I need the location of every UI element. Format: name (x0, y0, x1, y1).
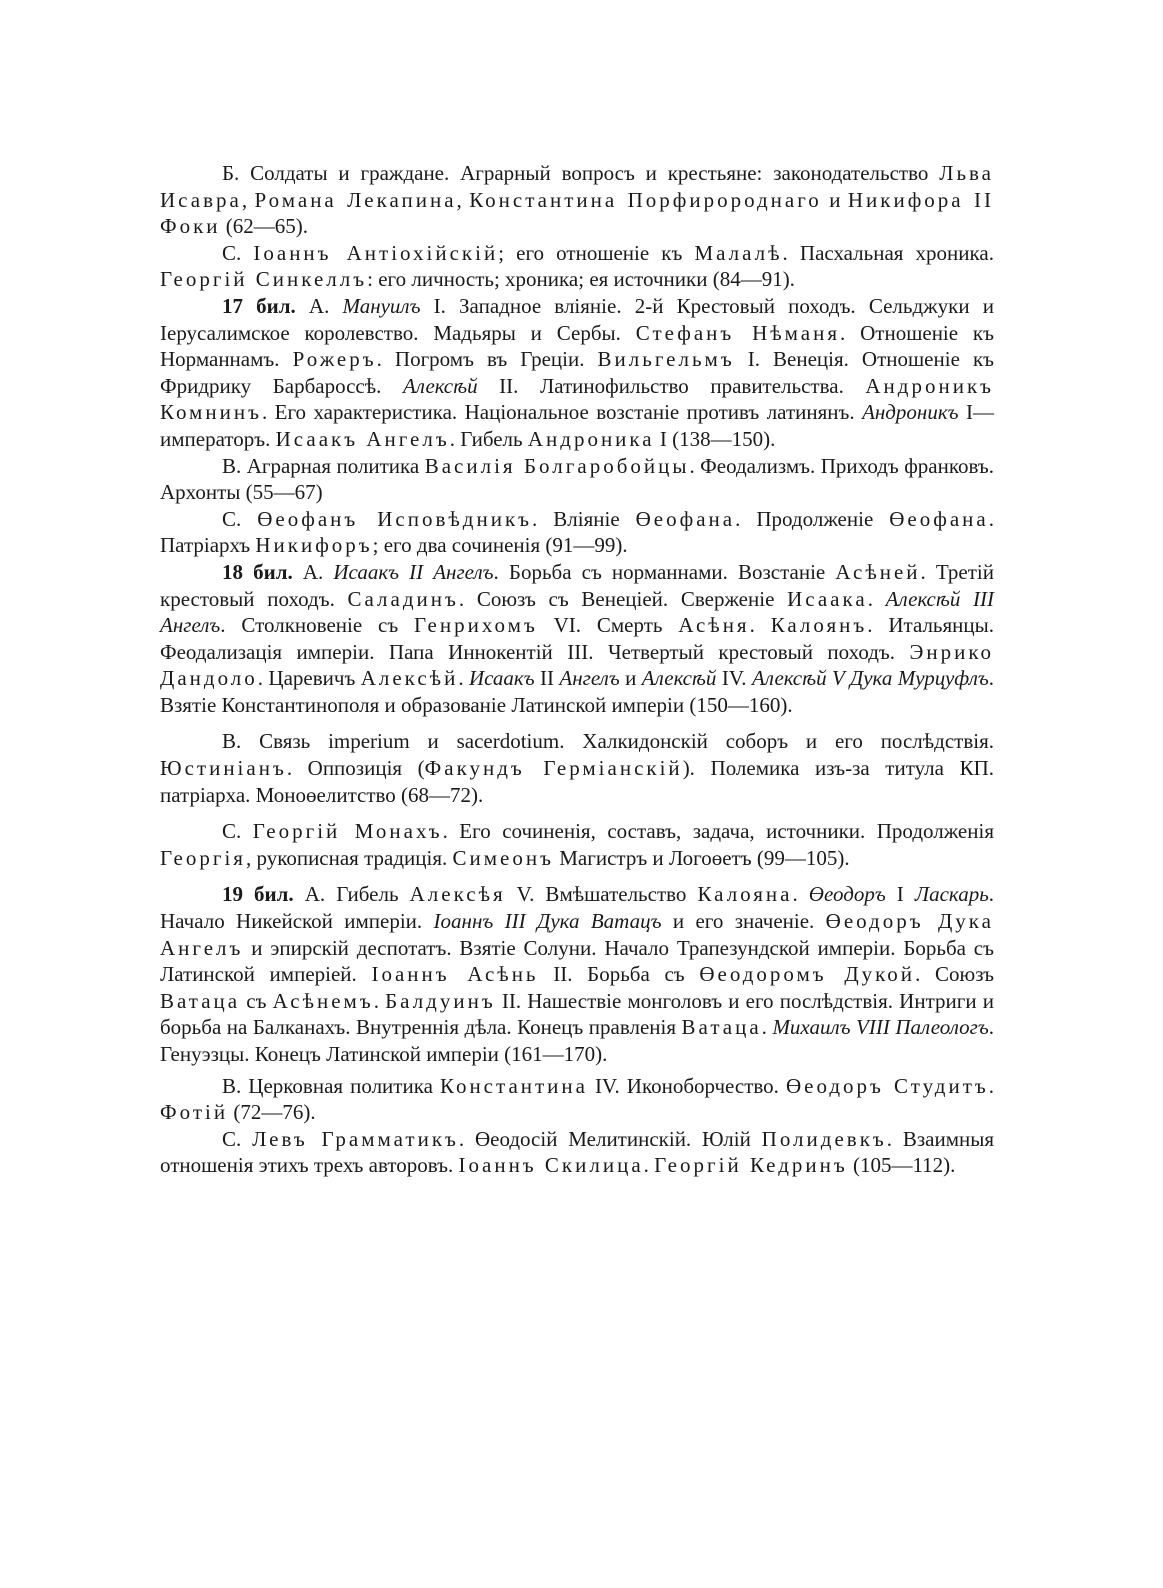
spaced-name: Юстиніанъ (160, 756, 287, 781)
text-run: IV. (716, 666, 752, 691)
spaced-name: Ватаца (681, 1015, 762, 1040)
text-run: А. (292, 559, 334, 584)
italic-name: Алексѣй V Дука Мурцуфлъ (751, 666, 989, 691)
spaced-name: Малалѣ (694, 240, 783, 265)
spaced-name: Іоаннъ Антіохійскій (253, 240, 499, 265)
spaced-name: Балдуинъ (385, 988, 496, 1013)
spaced-name: Өеодоромъ Дукой (699, 962, 916, 987)
text-run: и эпирскій деспотатъ. Взятіе Солуни. Начало Трапезундской имперіи. Борьба съ Латинской имперіей. (160, 935, 994, 987)
spaced-name: Фотій (160, 1100, 229, 1125)
paragraph (160, 559, 994, 719)
text-run: . Его сочиненія, составъ, задача, источники. Продолженія (442, 819, 994, 844)
spaced-name: Андроникъ Комнинъ (160, 373, 995, 425)
text-run: . Начало Никейской имперіи. (160, 882, 995, 934)
spaced-name: Іоаннъ Скилица (458, 1153, 644, 1178)
text-run: II. Нашествіе монголовъ и его послѣдствія. Интриги и борьба на Балканахъ. Внутреннія дѣла. Конецъ правленія (160, 988, 995, 1040)
text-run: С. (222, 506, 258, 531)
text-run: . Союзъ (915, 962, 994, 987)
paragraph (160, 240, 994, 293)
spaced-name: Вильгельмъ (597, 347, 735, 372)
text-run: . Генуэзцы. Конецъ Латинской имперіи (161—170). (160, 1015, 995, 1066)
italic-name: Мануилъ (342, 293, 421, 318)
spaced-name: Өеофана (889, 506, 989, 531)
text-run: . Его характеристика. Національное возстаніе противъ латинянъ. (261, 400, 863, 425)
italic-name: Михаилъ VIII Палеологъ (772, 1015, 989, 1040)
ticket-number: 19 бил. (222, 882, 294, 907)
spaced-name: Георгій Кедринъ (654, 1153, 848, 1178)
spaced-name: Іоаннъ Асѣнь (371, 962, 539, 987)
spaced-name: Исаака (787, 586, 868, 611)
text-run: съ (240, 988, 273, 1013)
text-run: и его значеніе. (661, 909, 826, 934)
italic-name: Ангелъ (559, 666, 620, 691)
text-run: В. Связь imperium и sacerdotium. Халкидонскій соборъ и его послѣдствія. (222, 729, 994, 754)
italic-name: Алексѣй III Ангелъ (160, 586, 995, 638)
spaced-name: Факундъ Герміанскій (424, 756, 683, 781)
text-run: (105—112). (847, 1153, 956, 1178)
spaced-name: Генрихомъ (414, 613, 538, 638)
text-run: Магистръ и Логоөетъ (99—105). (553, 845, 850, 870)
text-run: ; его два сочиненія (91—99). (372, 533, 628, 558)
italic-name: Ласкарь (914, 882, 989, 907)
spaced-name: Полидевкъ (761, 1126, 887, 1151)
paragraph (160, 881, 994, 1067)
text-run: . Итальянцы. Феодализація имперіи. Папа Иннокентій III. Четвертый крестовый походъ. (160, 613, 995, 664)
text-run: . Взаимныя отношенія этихъ трехъ авторовъ. (160, 1126, 994, 1178)
text-run: С. (222, 819, 253, 844)
paragraph (160, 506, 994, 559)
spaced-name: Энрико Дандоло (160, 639, 994, 691)
text-run: V. Вмѣшательство (505, 882, 698, 907)
text-run: . (373, 988, 386, 1013)
text-run: , (241, 187, 255, 212)
spaced-name: Калояна (697, 882, 793, 907)
paragraph (160, 818, 994, 871)
document-page (160, 160, 994, 1179)
text-run: , (456, 187, 470, 212)
text-run: I (885, 882, 915, 907)
text-run: . (643, 1153, 655, 1178)
text-run: , рукописная традиція. (245, 845, 453, 870)
paragraph (160, 1126, 994, 1179)
italic-name: Исаакъ (468, 666, 535, 691)
text-run: . Отношеніе къ Норманнамъ. (160, 320, 994, 372)
spaced-name: Ватаца (160, 988, 241, 1013)
text-run: II. Борьба съ (538, 962, 700, 987)
italic-name: Өеодоръ (808, 882, 886, 907)
text-run: I. Венеція. Отношеніе къ Фридрику Барбароссѣ. (160, 347, 995, 398)
spaced-name: Андроника (527, 426, 655, 451)
spaced-name: Василія Болгаробойцы (424, 453, 690, 478)
paragraph (160, 160, 994, 240)
text-run: . Пасхальная хроника. (782, 240, 994, 265)
italic-name: Алексѣй (641, 666, 717, 691)
spaced-name: Алексѣя (409, 882, 506, 907)
text-run: I (138—150). (654, 426, 776, 451)
spaced-name: Калоянъ (770, 613, 868, 638)
text-run: II (534, 666, 560, 691)
text-run: . Патріархъ (160, 506, 994, 558)
text-run: ). Полемика изъ-за титула КП. патріарха. Моноөелитство (68—72). (160, 756, 994, 807)
ticket-number: 17 бил. (222, 293, 296, 318)
text-run: . Оппозиція ( (286, 756, 425, 781)
spaced-name: Алексѣй (360, 666, 459, 691)
text-run: II. Латинофильство правительства. (477, 373, 866, 398)
italic-name: Алексѣй (402, 373, 478, 398)
text-run: . Өеодосій Мелитинскій. Юлій (458, 1126, 762, 1151)
spaced-name: Өеодоръ Студитъ (785, 1073, 989, 1098)
text-run: IV. Иконоборчество. (587, 1073, 786, 1098)
spaced-name: Георгій Монахъ (252, 819, 443, 844)
spaced-name: Романа Лекапина (254, 187, 457, 212)
ticket-number: 18 бил. (222, 559, 293, 584)
text-run: . Продолженіе (735, 506, 890, 531)
text-run: : его личность; хроника; ея источники (84—91). (367, 267, 795, 292)
paragraph (160, 1073, 994, 1126)
spaced-name: Константина Порфиророднаго (469, 187, 822, 212)
spaced-name: Асѣнемъ (272, 988, 374, 1013)
text-run: ; его отношеніе къ (498, 240, 695, 265)
text-run: и (821, 187, 848, 212)
text-run: . Феодализмъ. Приходъ франковъ. Архонты (55—67) (160, 453, 994, 505)
text-run: . Борьба съ норманнами. Возстаніе (493, 559, 836, 584)
spaced-name: Өеодоръ Дука Ангелъ (160, 909, 994, 960)
text-run: . Столкновеніе съ (220, 613, 415, 638)
spaced-name: Стефанъ Нѣманя (635, 320, 841, 345)
spaced-name: Рожеръ (292, 347, 377, 372)
text-run: . Гибель (449, 426, 528, 451)
text-run: I—императоръ. (160, 400, 994, 451)
spaced-name: Никифоръ (255, 533, 373, 558)
text-run: (62—65). (220, 214, 309, 239)
text-run: . Вліяніе (532, 506, 636, 531)
text-run: В. Церковная политика (222, 1073, 440, 1098)
text-run: С. (222, 1126, 253, 1151)
spaced-name: Льва Исавра (160, 161, 994, 212)
text-run: . Союзъ съ Венеціей. Сверженіе (458, 586, 788, 611)
spaced-name: Саладинъ (347, 586, 459, 611)
text-run: С. (222, 240, 254, 265)
italic-name: Исаакъ II Ангелъ (333, 559, 494, 584)
text-run: (72—76). (228, 1100, 316, 1125)
spaced-name: Георгій Синкеллъ (160, 267, 368, 292)
spaced-name: Исаакъ Ангелъ (275, 426, 450, 451)
text-run: В. Аграрная политика (222, 453, 425, 478)
text-run: . (749, 613, 771, 638)
spaced-name: Левъ Грамматикъ (252, 1126, 459, 1151)
text-run: . Царевичъ (257, 666, 361, 691)
text-run: VI. Смерть (537, 613, 679, 638)
spaced-name: Георгія (160, 845, 246, 870)
text-run: . (761, 1015, 773, 1040)
text-run: А. Гибель (293, 882, 410, 907)
text-run: А. (295, 293, 343, 318)
text-run: . Третій крестовый походъ. (160, 559, 994, 611)
paragraph (160, 293, 994, 453)
paragraph (160, 453, 994, 506)
text-run: . (458, 666, 469, 691)
spaced-name: Никифора II Фоки (160, 187, 994, 239)
spaced-name: Өеофанъ Исповѣдникъ (257, 506, 533, 531)
spaced-name: Константина (439, 1073, 588, 1098)
text-run: . Взятіе Константинополя и образованіе Латинской имперіи (150—160). (160, 666, 995, 717)
spaced-name: Асѣней (835, 559, 921, 584)
text-run: и (619, 666, 642, 691)
paragraph (160, 728, 994, 808)
text-run: I. Западное вліяніе. 2-й Крестовый походъ. Сельджуки и Іерусалимское королевство. Мадьяры и Сербы. (160, 293, 994, 345)
spaced-name: Асѣня (678, 613, 750, 638)
text-run: . (988, 1073, 994, 1098)
spaced-name: Өеофана (635, 506, 736, 531)
text-run: Б. Солдаты и граждане. Аграрный вопросъ и крестьяне: законодательство (222, 161, 940, 185)
text-run: . (792, 882, 809, 907)
italic-name: Іоаннъ III Дука Ватацъ (433, 909, 662, 934)
italic-name: Андроникъ (862, 400, 959, 425)
text-run: . Погромъ въ Греціи. (376, 347, 598, 372)
text-run: . (867, 586, 886, 611)
spaced-name: Симеонъ (452, 845, 554, 870)
